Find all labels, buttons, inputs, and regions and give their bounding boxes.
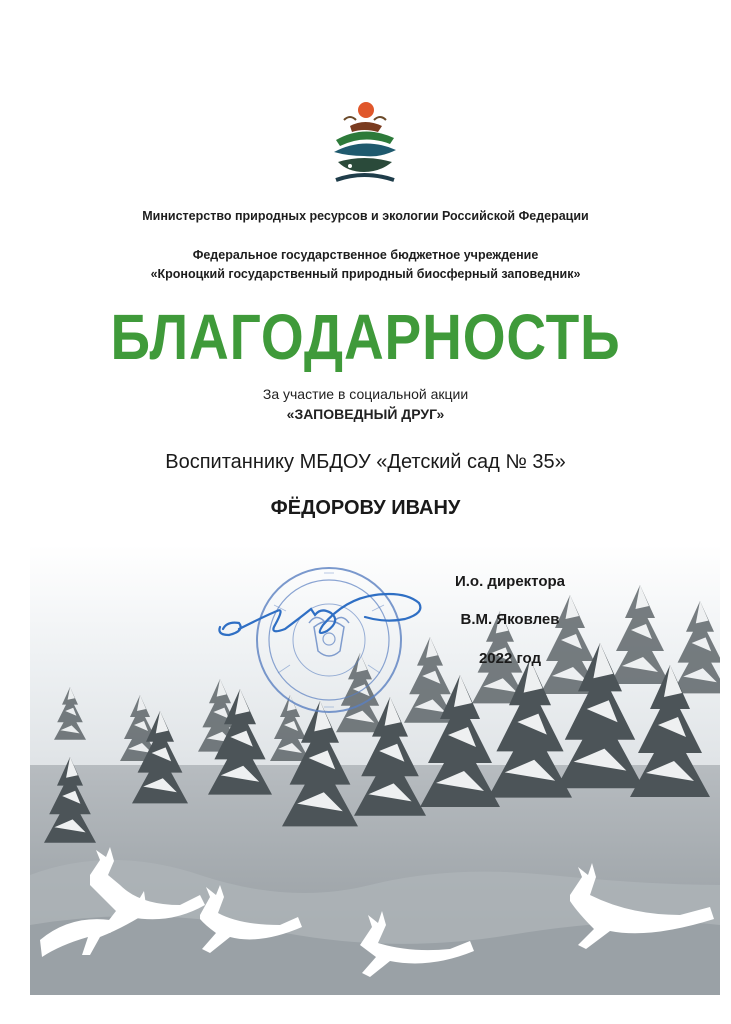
signature	[215, 585, 430, 645]
reason-block	[0, 384, 731, 424]
institution-block	[0, 246, 731, 284]
certificate-year: 2022 год	[478, 650, 542, 667]
action-name: «ЗАПОВЕДНЫЙ ДРУГ»	[286, 406, 445, 422]
institution-line-2: «Кроноцкий государственный природный биосферный заповедник»	[150, 267, 581, 281]
recipient-name: ФЁДОРОВУ ИВАНУ	[270, 497, 461, 519]
signatory-name: В.М. Яковлев	[460, 611, 560, 628]
recipient-line: Воспитаннику МБДОУ «Детский сад № 35»	[165, 451, 566, 473]
reserve-logo-icon	[330, 98, 400, 190]
ministry-line: Министерство природных ресурсов и экологии Российской Федерации	[142, 209, 589, 223]
institution-line-1: Федеральное государственное бюджетное учреждение	[192, 248, 539, 262]
signatory-position: И.о. директора	[454, 573, 566, 590]
certificate-title: БЛАГОДАРНОСТЬ	[110, 301, 621, 373]
reason-line: За участие в социальной акции	[262, 386, 469, 402]
